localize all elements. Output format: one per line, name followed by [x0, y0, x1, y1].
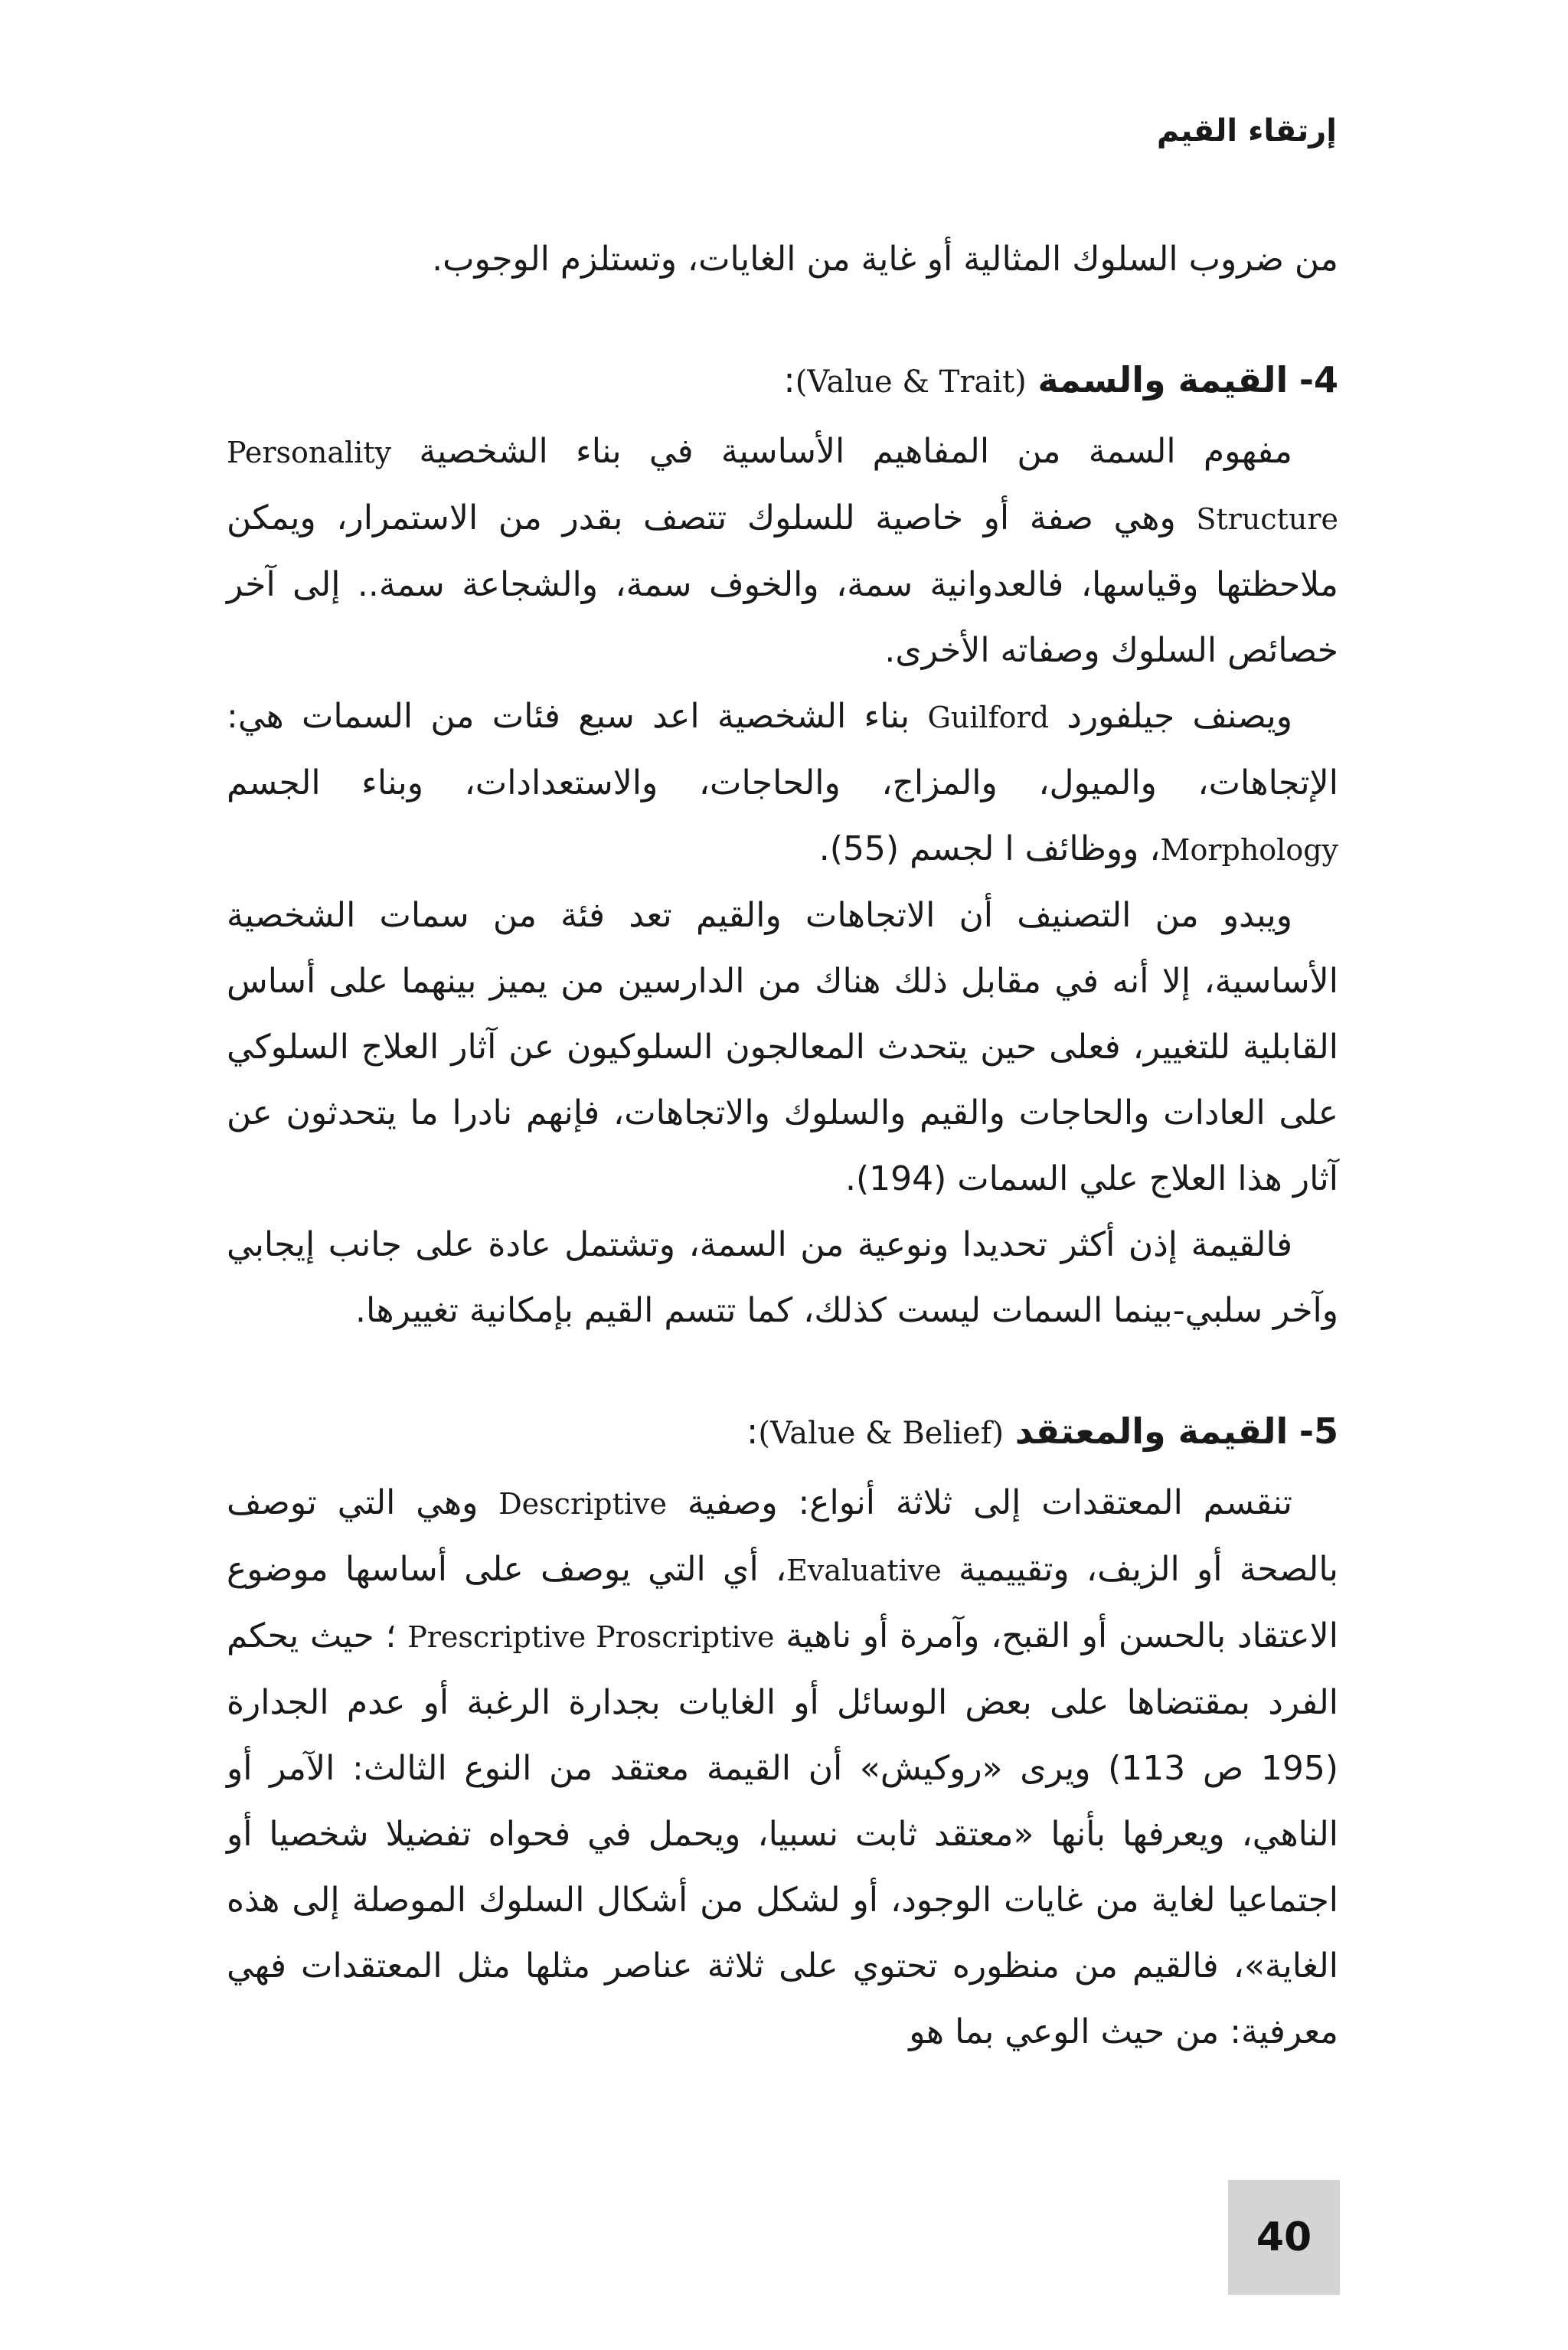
section-5-p1-text-4: ؛ حيث يحكم الفرد بمقتضاها على بعض الوسائل أو الغايات بجدارة الرغبة أو عدم الجدارة (195 ص 113) ويرى «روكيش» أن القيمة معتقد من النوع الثالث: الآمر أو الناهي، ويعرفها بأنها «معتقد ثابت نسبيا، ويحمل في فحواه تفضيلا شخصيا أو اجتماعيا لغاية من غايات الوجود، أو لشكل من أشكال السلوك الموصلة إلى هذه الغاية»، فالقيم من منظوره تحتوي على ثلاثة عناصر مثلها مثل المعتقدات فهي معرفية: من حيث الوعي بما هو: [227, 1616, 1338, 2051]
page-number-badge: [1228, 2180, 1340, 2295]
section-5-p1-latin-1: Descriptive: [498, 1487, 667, 1521]
section-4-p2-text-3: ، ووظائف ا لجسم (55).: [818, 829, 1161, 868]
section-4-p1-text-1: مفهوم السمة من المفاهيم الأساسية في بناء الشخصية: [419, 432, 1292, 471]
section-4-p1-text-2: وهي صفة أو خاصية للسلوك تتصف بقدر من الاستمرار، ويمكن ملاحظتها وقياسها، فالعدوانية سمة، والخوف سمة، والشجاعة سمة.. إلى آخر خصائص السلوك وصفاته الأخرى.: [227, 498, 1338, 670]
section-4-colon: :: [783, 359, 795, 400]
section-5-p1-text-3: ، أي التي يوصف على أساسها موضوع الاعتقاد بالحسن أو القبح، وآمرة أو ناهية: [227, 1550, 1338, 1655]
section-4-paragraph-4: فالقيمة إذن أكثر تحديدا ونوعية من السمة، وتشتمل عادة على جانب إيجابي وآخر سلبي-بينما السمات ليست كذلك، كما تتسم القيم بإمكانية تغييرها.: [227, 1225, 1338, 1330]
opening-line: من ضروب السلوك المثالية أو غاية من الغايات، وتستلزم الوجوب.: [432, 240, 1338, 279]
section-5-p1-text-2: وهي التي توصف بالصحة أو الزيف، وتقييمية: [227, 1483, 1338, 1589]
section-spacer: [227, 1344, 1338, 1394]
section-4-p2-latin-1: Guilford: [927, 701, 1050, 734]
page-body: [227, 227, 1338, 2065]
section-5-p1-text-1: تنقسم المعتقدات إلى ثلاثة أنواع: وصفية: [687, 1483, 1292, 1522]
section-5-paragraph-1: [227, 1470, 1338, 2065]
section-4-p2-text-1: ويصنف جيلفورد: [1067, 697, 1292, 736]
section-4-p2-latin-2: Morphology: [1160, 833, 1338, 867]
section-5-title: القيمة والمعتقد: [1014, 1410, 1289, 1452]
running-header: إرتقاء القيم: [1156, 113, 1337, 149]
section-4-number: 4-: [1298, 359, 1338, 400]
section-5-heading: [227, 1394, 1338, 1470]
section-4-p2-text-2: بناء الشخصية اعد سبع فئات من السمات هي: الإتجاهات، والميول، والمزاج، والحاجات، والاستعدادات، وبناء الجسم: [227, 697, 1338, 802]
section-4-english-term: (Value & Trait): [795, 364, 1027, 400]
section-4-heading: [227, 343, 1338, 419]
section-5-colon: :: [746, 1410, 759, 1452]
section-4-p1-latin-1: Personality Structure: [227, 436, 1338, 536]
section-4-paragraph-2: [227, 684, 1338, 883]
section-spacer: [227, 293, 1338, 343]
section-5-p1-latin-2: Evaluative: [786, 1554, 942, 1587]
section-4-paragraph-1: [227, 419, 1338, 684]
section-4-paragraph-3: ويبدو من التصنيف أن الاتجاهات والقيم تعد فئة من سمات الشخصية الأساسية، إلا أنه في مقابل ذلك هناك من الدارسين من يميز بينهما على أساس القابلية للتغيير، فعلى حين يتحدث المعالجون السلوكيون عن آثار العلاج السلوكي على العادات والحاجات والقيم والسلوك والاتجاهات، فإنهم نادرا ما يتحدثون عن آثار هذا العلاج علي السمات (194).: [227, 896, 1338, 1198]
section-5-number: 5-: [1298, 1410, 1338, 1452]
page-number: 40: [1256, 2214, 1312, 2260]
section-4-title: القيمة والسمة: [1037, 359, 1289, 400]
section-5-english-term: (Value & Belief): [758, 1416, 1004, 1451]
section-5-p1-latin-3: Prescriptive Proscriptive: [407, 1620, 775, 1654]
